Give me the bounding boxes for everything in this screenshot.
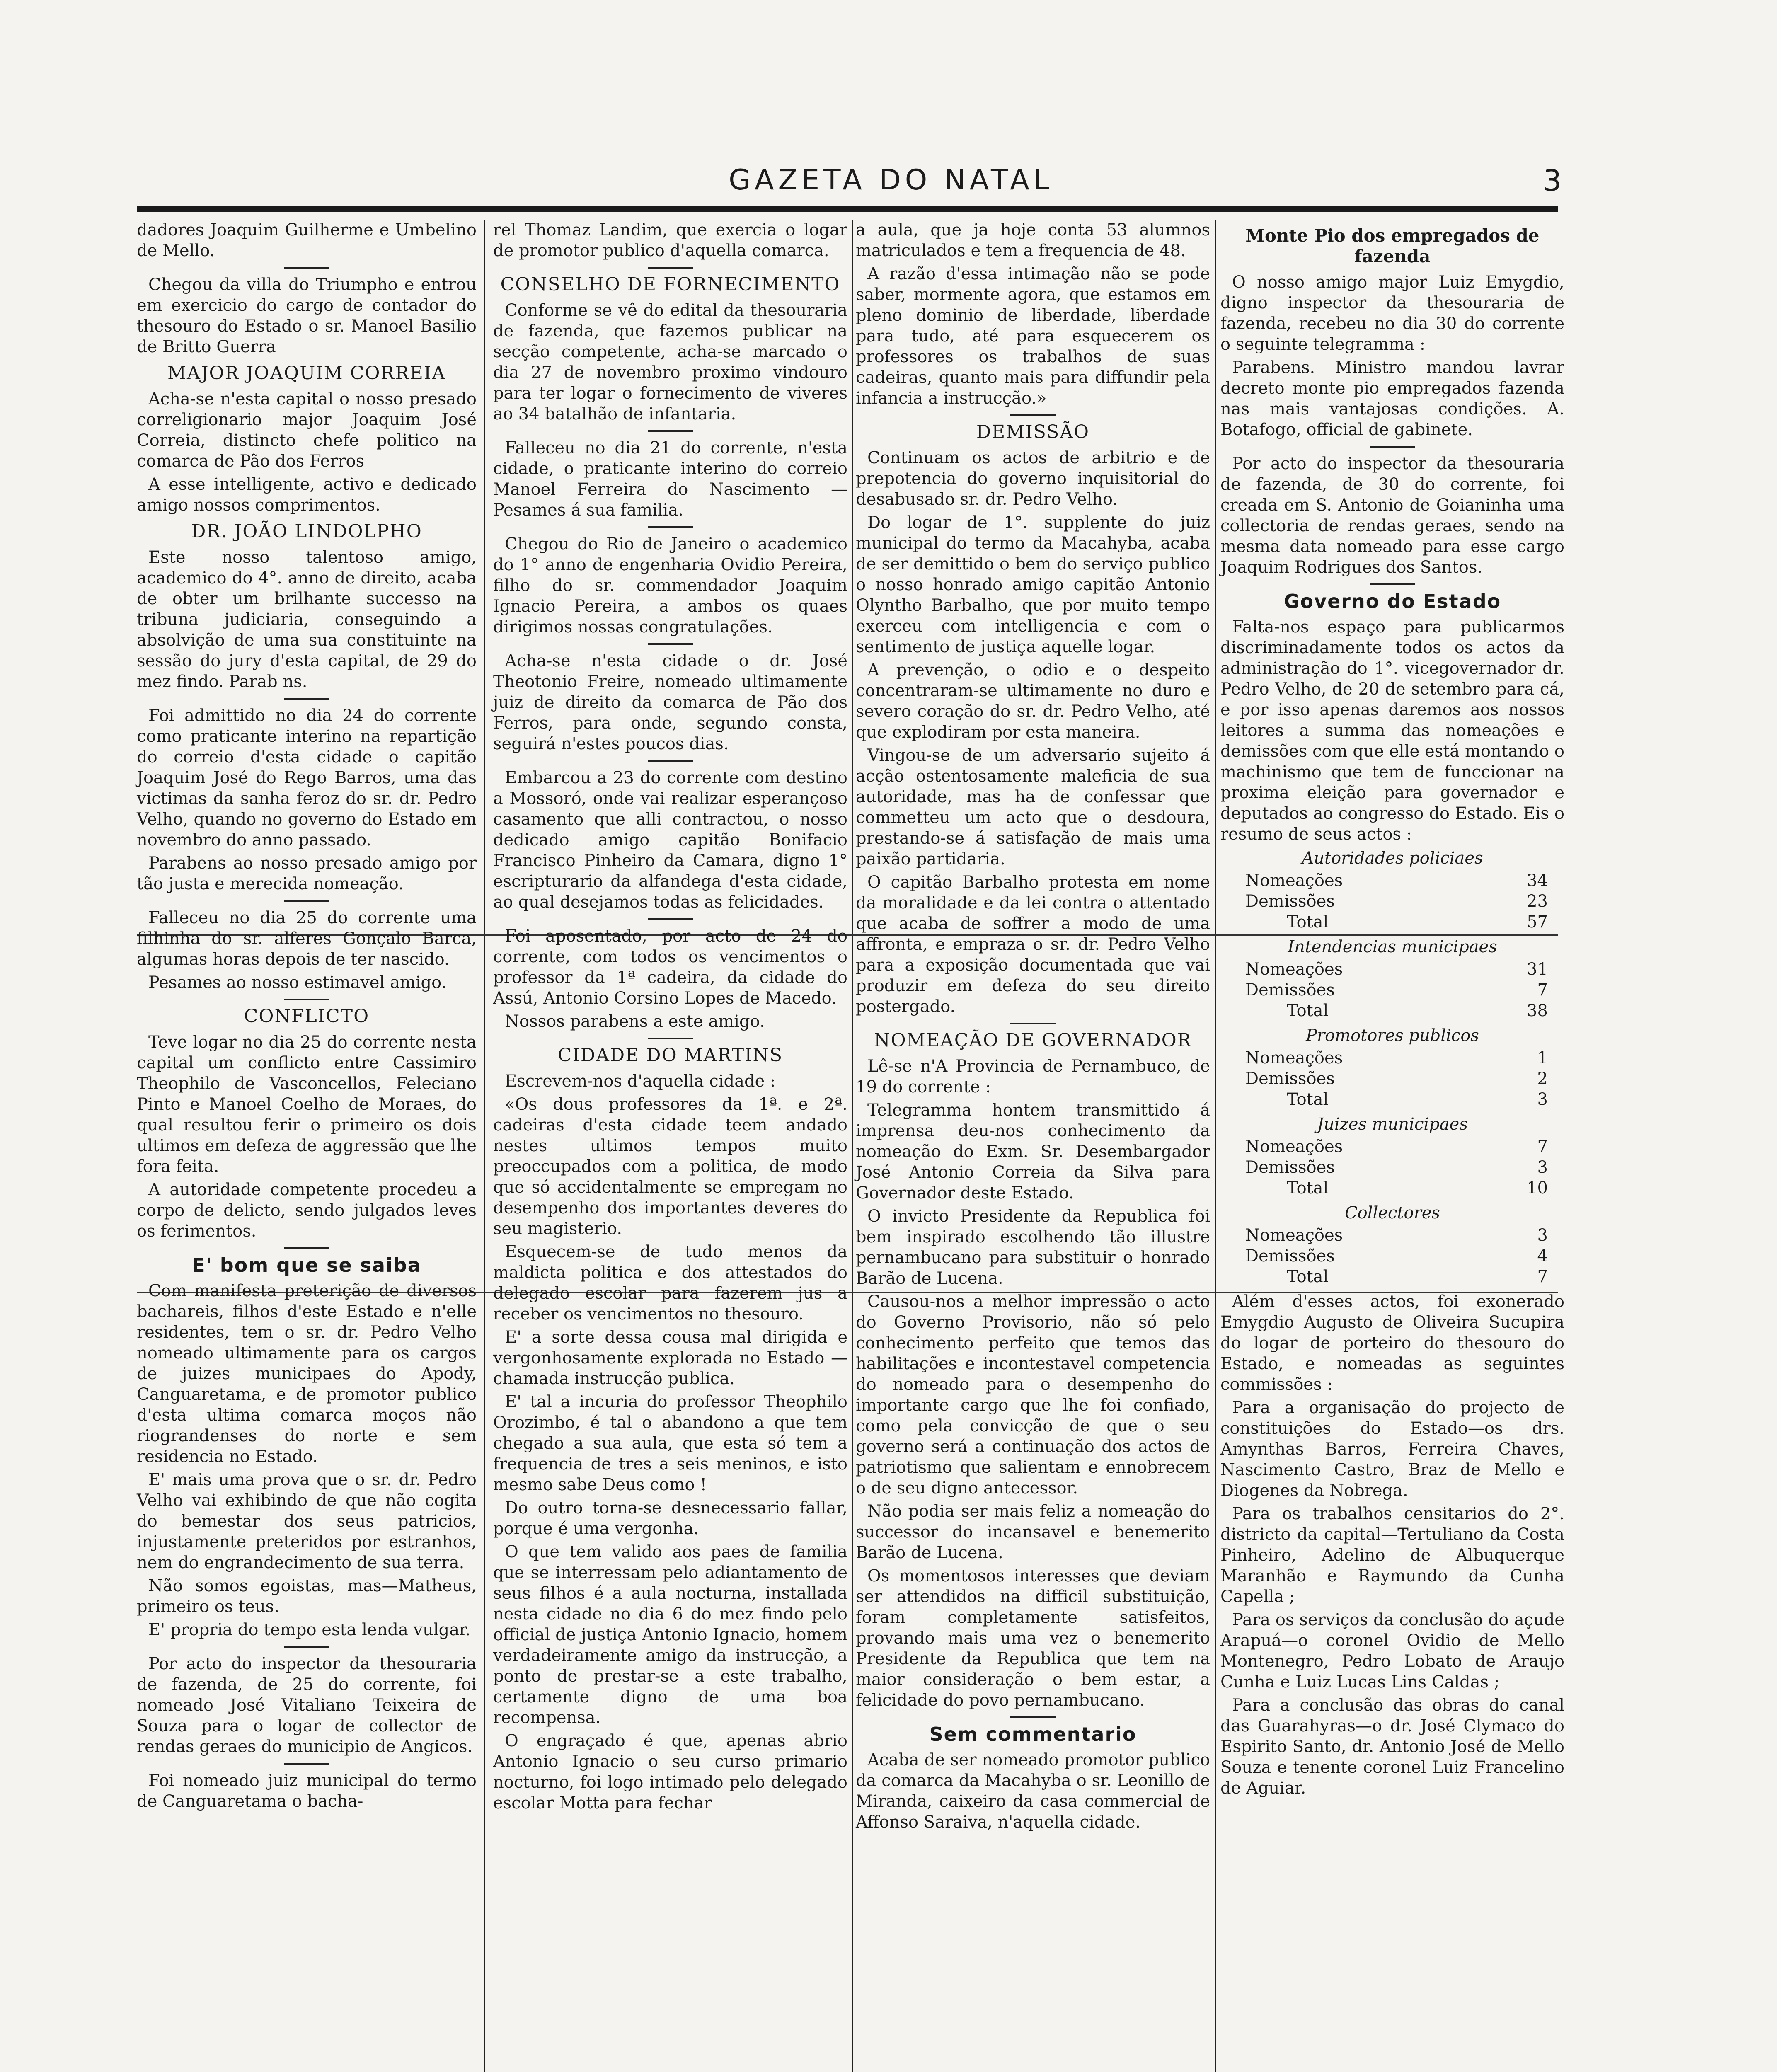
article-paragraph: E' propria do tempo esta lenda vulgar. [148, 1620, 471, 1639]
stats-value: 3 [1537, 1226, 1548, 1245]
stats-label: Demissões [1245, 980, 1335, 1000]
article-heading: DR. JOÃO LINDOLPHO [191, 521, 422, 542]
article-paragraph: Escrevem-nos d'aquella cidade : [505, 1072, 776, 1091]
article-paragraph: Chegou do Rio de Janeiro o academico do 1° anno de engenharia Ovidio Pereira, filho do sr. commendador Joaquim Ignacio Pereira, a ambos os quaes dirigimos nossas congratulações. [493, 535, 847, 637]
article-heading: CONSELHO DE FORNECIMENTO [500, 274, 840, 295]
separator [648, 1038, 693, 1039]
stats-value: 4 [1537, 1247, 1548, 1266]
article-paragraph: O que tem valido aos paes de familia que se interressam pelo adiantamento de seus filhos é a aula nocturna, installada nesta cidade no dia 6 do mez findo pelo official de justiça Antonio Ignacio, homem verdadeiramente amigo da instrucção, a ponto de prestar-se a este trabalho, certamente digno de uma boa recompensa. [493, 1542, 847, 1727]
page-header [0, 164, 1777, 201]
stats-row [1220, 980, 1564, 1000]
article-heading: CIDADE DO MARTINS [557, 1045, 783, 1066]
article-paragraph: Conforme se vê do edital da thesouraria de fazenda, que fazemos publicar na secção competente, acha-se marcado o dia 27 de novembro proximo vindouro para ter logar o fornecimento de viveres ao 34 batalhão de infantaria. [493, 301, 847, 424]
stats-row [1220, 1136, 1564, 1157]
article-paragraph: Continuam os actos de arbitrio e de prepotencia do governo inquisitorial do desabusado sr. dr. Pedro Velho. [856, 448, 1210, 509]
separator [284, 1247, 329, 1249]
column-divider [484, 220, 485, 2072]
article-paragraph: O nosso amigo major Luiz Emygdio, digno inspector da thesouraria de fazenda, recebeu no dia 30 do corrente o seguinte telegramma : [1220, 273, 1564, 354]
column-1 [137, 220, 477, 2072]
article-paragraph: Foi admittido no dia 24 do corrente como praticante interino na repartição do correio d'esta cidade o capitão Joaquim José do Rego Barros, uma das victimas da sanha feroz do sr. dr. Pedro Velho, quando no governo do Estado em novembro do anno passado. [137, 706, 477, 850]
stats-label: Demissões [1245, 1158, 1335, 1177]
article-paragraph: Acha-se n'esta cidade o dr. José Theotonio Freire, nomeado ultimamente juiz de direito da comarca de Pão dos Ferros, para onde, segundo consta, seguirá n'estes poucos dias. [493, 651, 847, 753]
article-paragraph: Para os trabalhos censitarios do 2°. districto da capital—Tertuliano da Costa Pinheiro, Adelino de Albuquerque Maranhão e Raymundo da Cunha Capella ; [1220, 1504, 1564, 1606]
article-paragraph: Para a conclusão das obras do canal das Guarahyras—o dr. José Clymaco do Espirito Santo, dr. Antonio José de Mello Souza e tenente coronel Luiz Francelino de Aguiar. [1220, 1696, 1564, 1798]
article-paragraph: Chegou da villa do Triumpho e entrou em exercicio do cargo de contador do thesouro do Estado o sr. Manoel Basilio de Britto Guerra [137, 275, 477, 356]
stats-value: 2 [1537, 1069, 1548, 1088]
stats-category: Collectores [1345, 1203, 1440, 1222]
article-paragraph: Esquecem-se de tudo menos da maldicta politica e dos attestados do delegado escolar para fazerem jus a receber os vencimentos no thesouro. [493, 1242, 847, 1324]
separator [284, 999, 329, 1000]
stats-label: Nomeações [1245, 1048, 1343, 1067]
column-3 [856, 220, 1210, 2072]
separator [648, 526, 693, 528]
stats-total-row [1220, 1178, 1564, 1198]
stats-value: 3 [1537, 1090, 1548, 1109]
stats-label: Nomeações [1245, 1137, 1343, 1156]
stats-value: 1 [1537, 1048, 1548, 1067]
separator [1010, 1716, 1056, 1718]
stats-label: Nomeações [1245, 1226, 1343, 1245]
column-2 [493, 220, 847, 2072]
article-paragraph: E' mais uma prova que o sr. dr. Pedro Velho vai exhibindo de que não cogita do bemestar dos seus patricios, injustamente preteridos por estranhos, nem do engrandecimento de sua terra. [137, 1470, 477, 1572]
stats-value: 3 [1537, 1158, 1548, 1177]
article-paragraph: O capitão Barbalho protesta em nome da moralidade e da lei contra o attentado que acaba de soffrer a modo de uma affronta, e empraza o sr. dr. Pedro Velho para a exposição documentada que vai produzir em defeza do seu direito postergado. [856, 873, 1210, 1016]
stats-value: 34 [1527, 871, 1548, 890]
article-paragraph: Foi nomeado juiz municipal do termo de Canguaretama o bacha- [137, 1771, 477, 1811]
article-paragraph: Vingou-se de um adversario sujeito á acção ostentosamente maleficia de sua autoridade, mas ha de confessar que commetteu um acto que o desdoura, prestando-se á satisfação de mais uma paixão partidaria. [856, 746, 1210, 869]
stats-label: Nomeações [1245, 960, 1343, 979]
separator [284, 698, 329, 700]
article-paragraph: Os momentosos interesses que deviam ser attendidos na difficil substituição, foram completamente satisfeitos, provando mais uma vez o benemerito Presidente da Republica que tem na maior consideração o bem estar, a felicidade do povo pernambucano. [856, 1566, 1210, 1710]
article-paragraph: a aula, que ja hoje conta 53 alumnos matriculados e tem a frequencia de 48. [856, 220, 1210, 260]
stats-label: Nomeações [1245, 871, 1343, 890]
appointments-summary [1220, 848, 1564, 1287]
article-heading: E' bom que se saiba [192, 1254, 421, 1276]
article-paragraph: Telegramma hontem transmittido á imprensa deu-nos conhecimento da nomeação do Exm. Sr. Desembargador José Antonio Correia da Silva para Governador deste Estado. [856, 1101, 1210, 1203]
stats-value: 7 [1537, 1137, 1548, 1156]
article-paragraph: dadores Joaquim Guilherme e Umbelino de Mello. [137, 220, 477, 260]
article-paragraph: A prevenção, o odio e o despeito concentraram-se ultimamente no duro e severo coração do sr. dr. Pedro Velho, até que explodiram por esta maneira. [856, 661, 1210, 742]
separator [1370, 583, 1415, 585]
separator [648, 760, 693, 762]
article-paragraph: Acaba de ser nomeado promotor publico da comarca da Macahyba o sr. Leonillo de Miranda, caixeiro da casa commercial de Affonso Saraiva, n'aquella cidade. [856, 1750, 1210, 1832]
stats-row [1220, 870, 1564, 891]
separator [284, 900, 329, 902]
article-paragraph: E' a sorte dessa cousa mal dirigida e vergonhosamente explorada no Estado — chamada instrucção publica. [493, 1328, 847, 1388]
stats-total-row [1220, 912, 1564, 932]
stats-row [1220, 1068, 1564, 1089]
article-paragraph: Foi aposentado, por acto de 24 do corrente, com todos os vencimentos o professor da 1ª cadeira, da cidade do Assú, Antonio Corsino Lopes de Macedo. [493, 927, 847, 1008]
stats-total-row [1220, 1266, 1564, 1287]
article-paragraph: Além d'esses actos, foi exonerado Emygdio Augusto de Oliveira Sucupira do logar de porteiro do thesouro do Estado, e nomeadas as seguintes commissões : [1220, 1292, 1564, 1394]
stats-value: 10 [1527, 1179, 1548, 1198]
article-heading: CONFLICTO [244, 1006, 370, 1027]
stats-row [1220, 1246, 1564, 1266]
separator [1010, 1023, 1056, 1024]
article-paragraph: Embarcou a 23 do corrente com destino a Mossoró, onde vai realizar esperançoso casamento que alli contractou, o nosso dedicado amigo capitão Bonifacio Francisco Pinheiro da Camara, digno 1° escripturario da alfandega d'esta cidade, ao qual desejamos todas as felicidades. [493, 768, 847, 912]
article-paragraph: Falleceu no dia 25 do corrente uma filhinha do sr. alferes Gonçalo Barca, algumas horas depois de ter nascido. [137, 908, 477, 969]
newspaper-title: GAZETA DO NATAL [729, 164, 1053, 196]
article-paragraph: Por acto do inspector da thesouraria de fazenda, de 30 do corrente, foi creada em S. Antonio de Goianinha uma collectoria de rendas geraes, sendo na mesma data nomeado para esse cargo Joaquim Rodrigues dos Santos. [1220, 454, 1564, 577]
separator [284, 267, 329, 269]
article-paragraph: Do logar de 1°. supplente do juiz municipal do termo da Macahyba, acaba de ser demittido o bem do serviço publico o nosso honrado amigo capitão Antonio Olyntho Barbalho, que por muito tempo exerceu com intelligencia e com o sentimento de justiça aquelle logar. [856, 513, 1210, 656]
article-paragraph: Não somos egoistas, mas—Matheus, primeiro os teus. [137, 1576, 477, 1616]
stats-row [1220, 1048, 1564, 1068]
stats-label: Demissões [1245, 1069, 1335, 1088]
article-paragraph: A razão d'essa intimação não se pode saber, mormente agora, que estamos em pleno dominio de liberdade, liberdade para tudo, até para esquecerem os professores os trabalhos de suas cadeiras, quanto mais para diffundir pela infancia a instrucção.» [856, 264, 1210, 408]
page-number: 3 [1543, 164, 1562, 198]
stats-category: Promotores publicos [1306, 1026, 1479, 1045]
stats-row [1220, 959, 1564, 980]
article-paragraph: «Os dous professores da 1ª. e 2ª. cadeiras d'esta cidade teem andado nestes ultimos tempos muito preoccupados com a politica, de modo que só accidentalmente se empregam no desempenho dos importantes deveres do seu magisterio. [493, 1095, 847, 1238]
article-paragraph: O engraçado é que, apenas abrio Antonio Ignacio o seu curso primario nocturno, foi logo intimado pelo delegado escolar Motta para fechar [493, 1731, 847, 1813]
stats-value: 31 [1527, 960, 1548, 979]
separator [1370, 446, 1415, 448]
separator [284, 1646, 329, 1648]
article-paragraph: Não podia ser mais feliz a nomeação do successor do incansavel e benemerito Barão de Lucena. [856, 1502, 1210, 1562]
article-paragraph: Este nosso talentoso amigo, academico do 4°. anno de direito, acaba de obter um brilhante successo na tribuna judiciaria, conseguindo a absolvição de uma sua constituinte na sessão do jury d'esta capital, de 29 do mez findo. Parab ns. [137, 548, 477, 691]
stats-label: Demissões [1245, 1247, 1335, 1266]
article-paragraph: Parabens ao nosso presado amigo por tão justa e merecida nomeação. [137, 854, 477, 893]
article-paragraph: Por acto do inspector da thesouraria de fazenda, de 25 do corrente, foi nomeado José Vitaliano Teixeira de Souza para o logar de collector de rendas geraes do municipio de Angicos. [137, 1654, 477, 1756]
article-heading: DEMISSÃO [976, 421, 1090, 443]
separator [648, 918, 693, 920]
stats-row [1220, 1225, 1564, 1246]
article-heading: Governo do Estado [1283, 590, 1501, 612]
stats-category: Juizes municipaes [1317, 1115, 1468, 1134]
article-paragraph: Para os serviços da conclusão do açude Arapuá—o coronel Ovidio de Mello Montenegro, Pedro Lobato de Araujo Cunha e Luiz Lucas Lins Caldas ; [1220, 1610, 1564, 1692]
article-heading: Sem commentario [929, 1723, 1137, 1745]
stats-value: 7 [1537, 1267, 1548, 1286]
article-paragraph: O invicto Presidente da Republica foi bem inspirado escolhendo tão illustre pernambucano para substituir o honrado Barão de Lucena. [856, 1207, 1210, 1288]
stats-label: Total [1287, 913, 1329, 932]
article-paragraph: Lê-se n'A Provincia de Pernambuco, de 19 do corrente : [856, 1057, 1210, 1097]
column-divider [1215, 220, 1216, 2072]
stats-label: Total [1287, 1090, 1329, 1109]
stats-label: Total [1287, 1001, 1329, 1020]
stats-total-row [1220, 1000, 1564, 1021]
article-heading: NOMEAÇÃO DE GOVERNADOR [874, 1030, 1192, 1051]
article-paragraph: Com manifesta preterição de diversos bachareis, filhos d'este Estado e n'elle residentes, tem o sr. dr. Pedro Velho nomeado ultimamente para os cargos de juizes municipaes do Apody, Canguaretama, e de promotor publico d'esta ultima comarca moços não riograndenses do norte e sem residencia no Estado. [137, 1281, 477, 1466]
article-paragraph: Do outro torna-se desnecessario fallar, porque é uma vergonha. [493, 1498, 847, 1538]
article-heading: Monte Pio dos empregados de fazenda [1245, 225, 1540, 266]
article-paragraph: Causou-nos a melhor impressão o acto do Governo Provisorio, não só pelo conhecimento perfeito que temos das habilitações e incontestavel competencia do nomeado para o desempenho do importante cargo que lhe foi confiado, como pela convicção de que o seu governo será a continuação dos actos de patriotismo que salientam e ennobrecem o de seu digno antecessor. [856, 1292, 1210, 1498]
stats-value: 38 [1527, 1001, 1548, 1020]
article-paragraph: E' tal a incuria do professor Theophilo Orozimbo, é tal o abandono a que tem chegado a sua aula, que esta só tem a frequencia de tres a seis meninos, e isto mesmo sabe Deus como ! [493, 1392, 847, 1494]
article-paragraph: Parabens. Ministro mandou lavrar decreto monte pio empregados fazenda nas mais vantajosas condições. A. Botafogo, official de gabinete. [1220, 358, 1564, 439]
stats-label: Total [1287, 1179, 1329, 1198]
separator [648, 430, 693, 432]
separator [284, 1763, 329, 1765]
column-divider [852, 220, 853, 2072]
article-paragraph: Nossos parabens a este amigo. [505, 1012, 765, 1031]
article-paragraph: Falleceu no dia 21 do corrente, n'esta cidade, o praticante interino do correio Manoel Ferreira do Nascimento — Pesames á sua familia. [493, 438, 847, 520]
stats-label: Demissões [1245, 892, 1335, 911]
article-paragraph: A esse intelligente, activo e dedicado amigo nossos comprimentos. [137, 475, 477, 515]
article-paragraph: Teve logar no dia 25 do corrente nesta capital um conflicto entre Cassimiro Theophilo de Vasconcellos, Feleciano Pinto e Manoel Coelho de Moraes, do qual resultou ferir o primeiro os dois ultimos em defeza de aggressão que lhe fora feita. [137, 1033, 477, 1176]
stats-row [1220, 891, 1564, 912]
article-paragraph: A autoridade competente procedeu a corpo de delicto, sendo julgados leves os ferimentos. [137, 1180, 477, 1241]
stats-value: 57 [1527, 913, 1548, 932]
stats-total-row [1220, 1089, 1564, 1110]
article-paragraph: Falta-nos espaço para publicarmos discriminadamente todos os actos da administração do 1°. vicegovernador dr. Pedro Velho, de 20 de setembro para cá, e por isso apenas daremos aos nossos leitores a summa das nomeações e demissões com que elle está montando o machinismo que tem de funccionar na proxima eleição para governador e deputados ao congresso do Estado. Eis o resumo de seus actos : [1220, 617, 1564, 844]
stats-value: 7 [1537, 980, 1548, 1000]
separator [1010, 414, 1056, 416]
stats-category: Intendencias municipaes [1288, 937, 1497, 956]
stats-row [1220, 1157, 1564, 1178]
separator [648, 267, 693, 269]
stats-label: Total [1287, 1267, 1329, 1286]
article-paragraph: Para a organisação do projecto de constituições do Estado—os drs. Amynthas Barros, Ferreira Chaves, Nascimento Castro, Braz de Mello e Diogenes da Nobrega. [1220, 1398, 1564, 1500]
stats-category: Autoridades policiaes [1302, 849, 1483, 868]
article-paragraph: Acha-se n'esta capital o nosso presado correligionario major Joaquim José Correia, distincto chefe politico na comarca de Pão dos Ferros [137, 390, 477, 471]
header-rule [137, 206, 1558, 212]
article-paragraph: Pesames ao nosso estimavel amigo. [148, 973, 447, 992]
separator [648, 643, 693, 645]
column-4 [1220, 220, 1564, 2072]
article-heading: MAJOR JOAQUIM CORREIA [167, 363, 446, 384]
article-paragraph: rel Thomaz Landim, que exercia o logar de promotor publico d'aquella comarca. [493, 220, 847, 260]
stats-value: 23 [1527, 892, 1548, 911]
